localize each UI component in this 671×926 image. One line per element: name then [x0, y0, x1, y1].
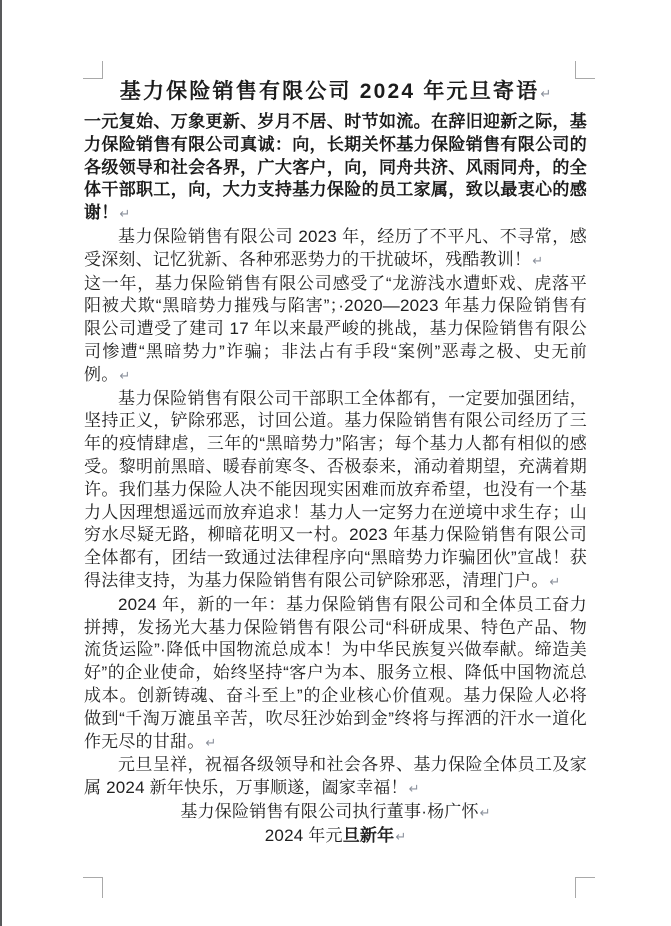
paragraph-segment: 旦新年: [342, 825, 395, 845]
document-content[interactable]: [84, 77, 587, 849]
paragraph-mark-icon: ↵: [395, 828, 407, 844]
paragraph-mark-icon: ↵: [408, 781, 420, 797]
paragraph-mark-icon: ↵: [479, 804, 491, 820]
paragraph-text: 这一年，基力保险销售有限公司感受了“龙游浅水遭虾戏、虎落平阳被犬欺“黑暗势力摧残与陷害”；·2020—2023 年基力保险销售有限公司遭受了建司 17 年以来最严峻的挑战，基力保险销售有限公司惨遭“黑暗势力”诈骗；非法占有手段“案例”恶毒之极、史无前例。: [84, 273, 587, 384]
paragraph-list: [84, 111, 587, 849]
paragraph[interactable]: [84, 226, 587, 273]
paragraph-segment: 2024 年元: [264, 825, 343, 845]
paragraph[interactable]: [84, 825, 587, 849]
paragraph-mark-icon: ↵: [549, 573, 561, 589]
paragraph[interactable]: [84, 801, 587, 825]
crop-mark-bottom-left-icon: [83, 877, 103, 898]
page-left-edge-line: [0, 0, 2, 926]
paragraph-mark-icon: ↵: [532, 252, 544, 268]
paragraph[interactable]: [84, 594, 587, 755]
paragraph-mark-icon: ↵: [205, 734, 217, 750]
paragraph-text: 一元复始、万象更新、岁月不居、时节如流。在辞旧迎新之际，基力保险销售有限公司真诚：向，长期关怀基力保险销售有限公司的各级领导和社会各界，广大客户，向，同舟共济、风雨同舟，的全体干部职工，向，大力支持基力保险的员工家属，致以最衷心的感谢！: [84, 112, 587, 223]
paragraph-text: 元旦呈祥，祝福各级领导和社会各界、基力保险全体员工及家属 2024 新年快乐，万事顺遂，阖家幸福！: [84, 755, 587, 798]
paragraph[interactable]: [84, 388, 587, 594]
paragraph-text: 基力保险销售有限公司干部职工全体都有，一定要加强团结，坚持正义，铲除邪恶，讨回公道。基力保险销售有限公司经历了三年的疫情肆虐，三年的“黑暗势力”陷害；每个基力人都有相似的感受。黎明前黑暗、暖春前寒冬、否极泰来，涌动着期望，充满着期许。我们基力保险人决不能因现实困难而放弃希望，也没有一个基力人因理想遥远而放弃追求！基力人一定努力在逆境中求生存；山穷水尽疑无路，柳暗花明又一村。2023 年基力保险销售有限公司全体都有，团结一致通过法律程序向“黑暗势力诈骗团伙”宣战！获得法律支持，为基力保险销售有限公司铲除邪恶，清理门户。: [84, 388, 587, 590]
paragraph-text: 2024 年，新的一年：基力保险销售有限公司和全体员工奋力拼搏，发扬光大基力保险销售有限公司“科研成果、特色产品、物流货运险”·降低中国物流总成本！为中华民族复兴做奉献。缔造美好”的企业使命，始终坚持“客户为本、服务立根、降低中国物流总成本。创新铸魂、奋斗至上”的企业核心价值观。基力保险人必将做到“千淘万漉虽辛苦，吹尽狂沙始到金”终将与挥洒的汗水一道化作无尽的甘甜。: [84, 594, 587, 751]
paragraph-text: 基力保险销售有限公司 2023 年，经历了不平凡、不寻常，感受深刻、记忆犹新、各种邪恶势力的干扰破坏，残酷教训！: [84, 226, 587, 269]
document-title-text: 基力保险销售有限公司 2024 年元旦寄语: [119, 80, 540, 103]
crop-mark-bottom-right-icon: [575, 877, 595, 898]
paragraph-text: 基力保险销售有限公司执行董事·杨广怀: [180, 801, 479, 821]
paragraph-mark-icon: ↵: [540, 86, 552, 101]
paragraph-mark-icon: ↵: [119, 367, 131, 383]
paragraph[interactable]: [84, 754, 587, 801]
document-title: [84, 77, 587, 108]
paragraph-mark-icon: ↵: [119, 206, 131, 222]
paragraph[interactable]: [84, 273, 587, 388]
paragraph[interactable]: [84, 111, 587, 226]
